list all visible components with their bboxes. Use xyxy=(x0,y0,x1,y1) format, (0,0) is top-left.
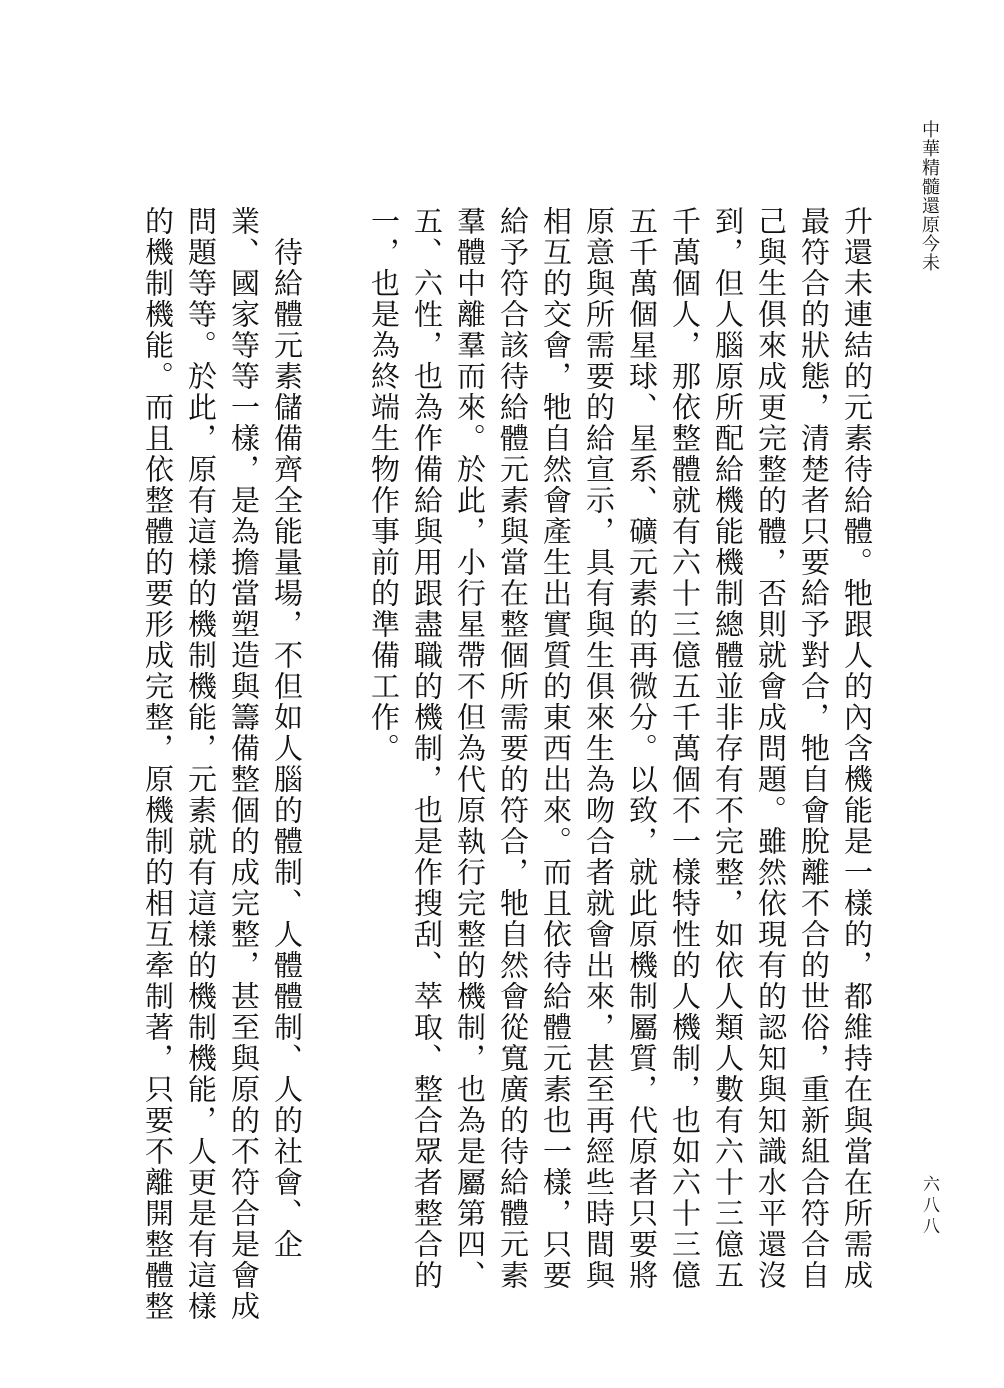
text-column-1: 升還未連結的元素待給體。牠跟人的內含機能是一樣的，都維持在與當在所需成 xyxy=(840,206,874,1291)
text-column-7: 原意與所需要的給宣示，具有與生俱來生為吻合者就會出來，甚至再經些時間與 xyxy=(582,206,616,1291)
text-column-14: 業、國家等等一樣，是為擔當塑造與籌備整個的成完整，甚至與原的不符合是會成 xyxy=(227,206,261,1322)
page-number: 六八八 xyxy=(919,1175,939,1238)
text-column-5: 千萬個人，那依整體就有六十三億五千萬個不一樣特性的人機制，也如六十三億 xyxy=(668,206,702,1291)
text-column-6: 五千萬個星球、星系、礦元素的再微分。以致，就此原機制屬質，代原者只要將 xyxy=(625,206,659,1291)
text-column-13: 待給體元素儲備齊全能量場，不但如人腦的體制、人體體制、人的社會、企 xyxy=(270,206,304,1260)
text-column-9: 給予符合該待給體元素與當在整個所需要的符合，牠自然會從寬廣的待給體元素 xyxy=(496,206,530,1291)
text-column-16: 的機制機能。而且依整體的要形成完整，原機制的相互牽制著，只要不離開整體整 xyxy=(141,206,175,1322)
text-column-10: 羣體中離羣而來。於此，小行星帶不但為代原執行完整的機制，也為是屬第四、 xyxy=(453,206,487,1291)
text-column-11: 五、六性，也為作備給與用跟盡職的機制，也是作搜刮、萃取、整合眾者整合的 xyxy=(410,206,444,1291)
text-column-2: 最符合的狀態，清楚者只要給予對合，牠自會脫離不合的世俗，重新組合符合自 xyxy=(797,206,831,1291)
text-column-4: 到，但人腦原所配給機能機制總體並非存有不完整，如依人類人數有六十三億五 xyxy=(711,206,745,1291)
text-column-15: 問題等等。於此，原有這樣的機制機能，元素就有這樣的機制機能，人更是有這樣 xyxy=(184,206,218,1322)
running-header-title: 中華精髓還原今未 xyxy=(919,120,940,272)
text-column-12: 一，也是為終端生物作事前的準備工作。 xyxy=(367,206,401,764)
text-column-8: 相互的交會，牠自然會產生出實質的東西出來。而且依待給體元素也一樣，只要 xyxy=(539,206,573,1291)
text-column-3: 己與生俱來成更完整的體，否則就會成問題。雖然依現有的認知與知識水平還沒 xyxy=(754,206,788,1291)
